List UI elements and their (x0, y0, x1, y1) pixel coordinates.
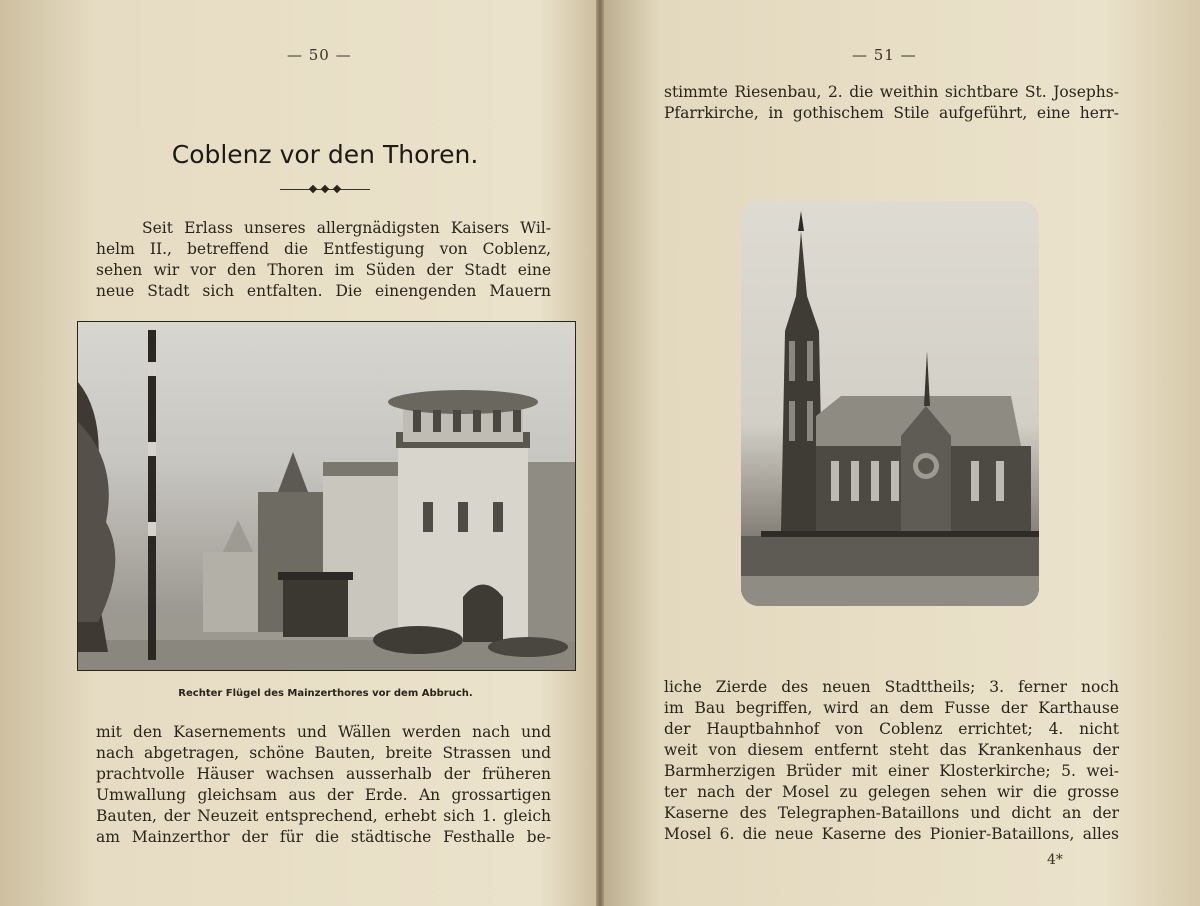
page-title: Coblenz vor den Thoren. (171, 140, 479, 169)
text-line: Umwallung gleichsam aus der Erde. An grossartigen (96, 786, 551, 804)
page-number-right: — 51 — (852, 46, 917, 64)
text-line: Mosel 6. die neue Kaserne des Pionier-Bataillons, alles (664, 825, 1119, 843)
mainzer-gate-photo (77, 321, 576, 671)
page-number-left: — 50 — (287, 46, 352, 64)
text-line: neue Stadt sich entfalten. Die einengenden Mauern (96, 282, 551, 300)
title-ornament (280, 186, 370, 194)
paragraph-bottom (664, 677, 1119, 845)
text-line: weit von diesem entfernt steht das Krankenhaus der (664, 741, 1119, 759)
text-line: nach abgetragen, schöne Bauten, breite Strassen und (96, 744, 551, 762)
text-line: sehen wir vor den Thoren im Süden der Stadt eine (96, 261, 551, 279)
text-line: der Hauptbahnhof von Coblenz errichtet; 4. nicht (664, 720, 1119, 738)
text-line: Pfarrkirche, in gothischem Stile aufgeführt, eine herr- (664, 104, 1119, 122)
text-line: Barmherzigen Brüder mit einer Klosterkirche; 5. wei- (664, 762, 1119, 780)
text-line: helm II., betreffend die Entfestigung von Coblenz, (96, 240, 551, 258)
figure-caption: Rechter Flügel des Mainzerthores vor dem Abbruch. (178, 688, 473, 699)
text-line: im Bau begriffen, wird an dem Fusse der Karthause (664, 699, 1119, 717)
text-line: stimmte Riesenbau, 2. die weithin sichtbare St. Josephs- (664, 83, 1119, 101)
st-joseph-church-photo (741, 201, 1039, 606)
paragraph-top (664, 82, 1119, 124)
paragraph-continued (96, 722, 551, 848)
signature-mark: 4* (1047, 852, 1063, 868)
left-page (0, 0, 598, 906)
text-line: Seit Erlass unseres allergnädigsten Kaisers Wil- (142, 219, 551, 237)
paragraph-intro (96, 218, 551, 302)
text-line: Bauten, der Neuzeit entsprechend, erhebt sich 1. gleich (96, 807, 551, 825)
text-line: prachtvolle Häuser wachsen ausserhalb der früheren (96, 765, 551, 783)
text-line: ter nach der Mosel zu gelegen sehen wir die grosse (664, 783, 1119, 801)
text-line: Kaserne des Telegraphen-Bataillons und dicht an der (664, 804, 1119, 822)
text-line: am Mainzerthor der für die städtische Festhalle be- (96, 828, 551, 846)
text-line: mit den Kasernements und Wällen werden nach und (96, 723, 551, 741)
text-line: liche Zierde des neuen Stadttheils; 3. ferner noch (664, 678, 1119, 696)
